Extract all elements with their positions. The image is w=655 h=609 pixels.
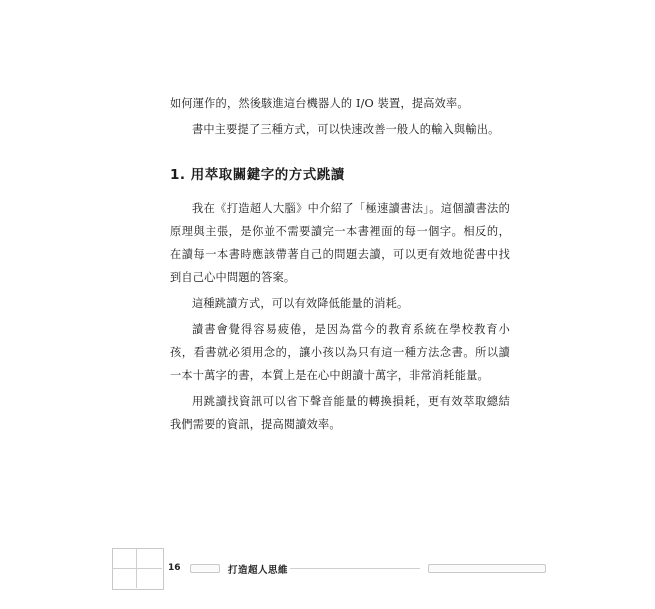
footer-frame-vertical — [136, 548, 137, 588]
body-paragraph-1: 如何運作的，然後駭進這台機器人的 I/O 裝置，提高效率。 — [170, 97, 469, 110]
body-paragraph-2: 書中主要提了三種方式，可以快速改善一般人的輸入與輸出。 — [192, 123, 500, 136]
footer-pill-right — [428, 564, 546, 573]
body-paragraph-3: 我在《打造超人大腦》中介紹了「極速讀書法」。這個讀書法的原理與主張，是你並不需要讀完一本書裡面的每一個字。相反的，在讀每一本書時應該帶著自己的問題去讀，可以更有效地從書中找到自己心中問題的答案。 — [170, 202, 510, 284]
section-heading: 1. 用萃取關鍵字的方式跳讀 — [170, 167, 345, 183]
book-title: 打造超人思維 — [228, 565, 289, 576]
footer-corner-frame — [112, 548, 164, 590]
footer-pill-left — [190, 564, 220, 573]
body-paragraph-4: 這種跳讀方式，可以有效降低能量的消耗。 — [192, 297, 409, 310]
body-paragraph-6: 用跳讀找資訊可以省下聲音能量的轉換損耗，更有效萃取總結我們需要的資訊，提高閱讀效率。 — [170, 395, 510, 431]
body-paragraph-5: 讀書會覺得容易疲倦，是因為當今的教育系統在學校教育小孩，看書就必須用念的，讓小孩以為只有這一種方法念書。所以讀一本十萬字的書，本質上是在心中朗讀十萬字，非常消耗能量。 — [170, 323, 510, 382]
page-number: 16 — [168, 563, 181, 573]
footer-rule — [290, 568, 420, 569]
page-content — [170, 92, 510, 439]
footer-frame-divider — [112, 568, 162, 569]
